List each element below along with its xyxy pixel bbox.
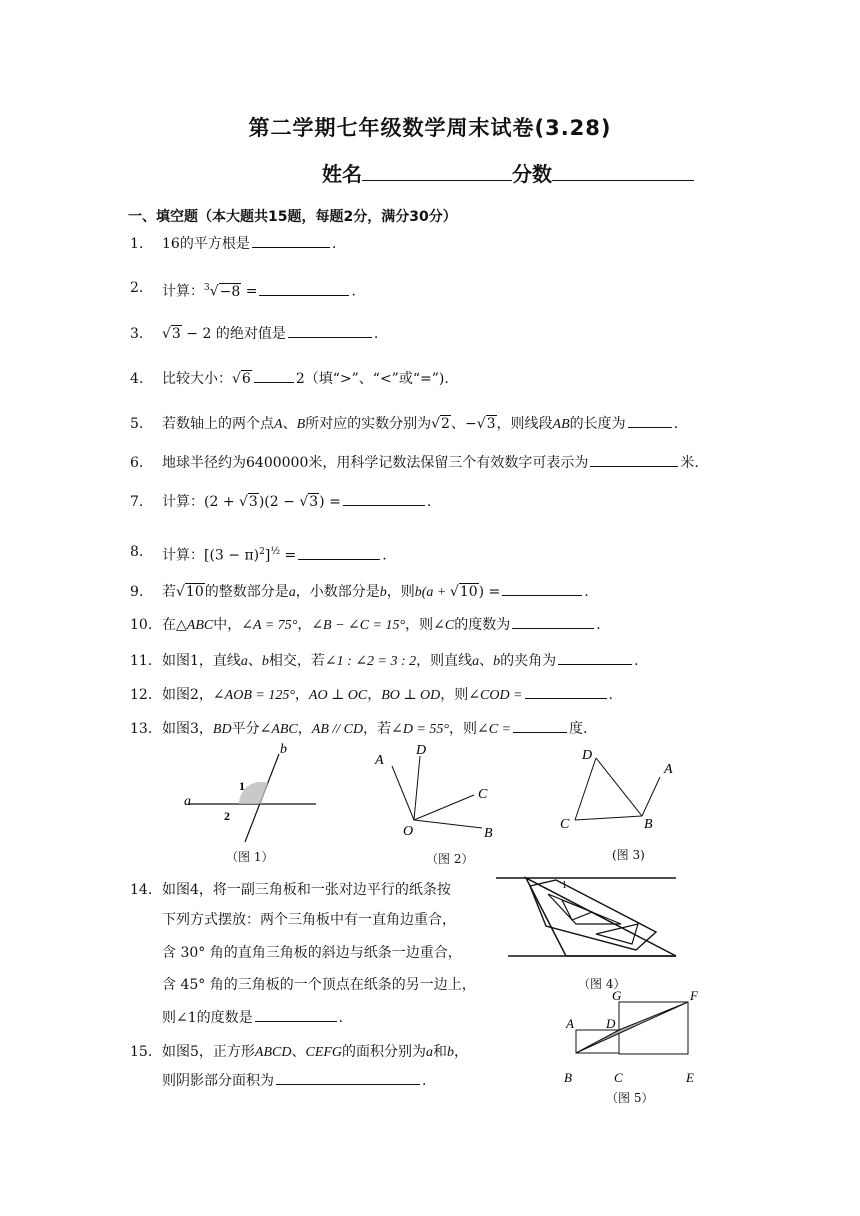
figure-5-caption: （图 5） [606,1091,654,1105]
svg-text:D: D [606,1016,616,1031]
answer-blank[interactable] [276,1070,420,1085]
name-field[interactable] [362,162,512,181]
svg-text:D: D [582,748,593,763]
answer-blank[interactable] [502,581,582,596]
answer-blank[interactable] [628,413,672,428]
svg-text:B: B [564,1070,572,1085]
svg-text:A: A [664,762,673,777]
page-title: 第二学期七年级数学周末试卷(3.28) [248,116,612,140]
svg-text:A: A [375,753,384,768]
figure-2-caption: （图 2） [426,852,474,866]
svg-text:2: 2 [224,809,230,823]
answer-blank[interactable] [259,281,349,296]
figure-1-caption: （图 1） [226,850,274,864]
svg-text:1: 1 [239,779,245,793]
svg-text:C: C [614,1070,623,1085]
section-heading: 一、填空题（本大题共15题，每题2分，满分30分） [128,209,457,225]
answer-blank[interactable] [512,614,594,629]
svg-text:B: B [484,826,493,841]
label-b: b [280,742,287,757]
answer-blank[interactable] [590,452,678,467]
answer-blank[interactable] [513,718,567,733]
svg-text:C: C [560,817,570,832]
figure-3 [554,740,694,840]
angle-1-label: 1 [562,880,567,891]
answer-blank[interactable] [254,368,294,383]
svg-text:D: D [416,743,427,758]
svg-text:F: F [690,988,698,1003]
figure-5 [560,986,710,1090]
svg-text:B: B [644,817,653,832]
svg-text:C: C [478,787,488,802]
name-score-row [322,158,694,187]
figure-4 [496,872,682,972]
score-label: 分数 [512,162,552,186]
answer-blank[interactable] [288,323,372,338]
answer-blank[interactable] [525,684,607,699]
answer-blank[interactable] [255,1007,337,1022]
svg-text:O: O [403,824,414,839]
figure-4-caption: （图 4） [578,977,626,991]
answer-blank[interactable] [558,650,632,665]
svg-text:A: A [566,1016,574,1031]
score-field[interactable] [552,162,694,181]
figure-2 [370,740,510,850]
svg-text:G: G [612,988,622,1003]
svg-text:E: E [686,1070,694,1085]
name-label: 姓名 [322,162,362,186]
answer-blank[interactable] [298,545,380,560]
answer-blank[interactable] [252,233,330,248]
answer-blank[interactable] [343,491,425,506]
label-a: a [184,794,191,809]
figure-3-caption: (图 3) [612,848,645,862]
